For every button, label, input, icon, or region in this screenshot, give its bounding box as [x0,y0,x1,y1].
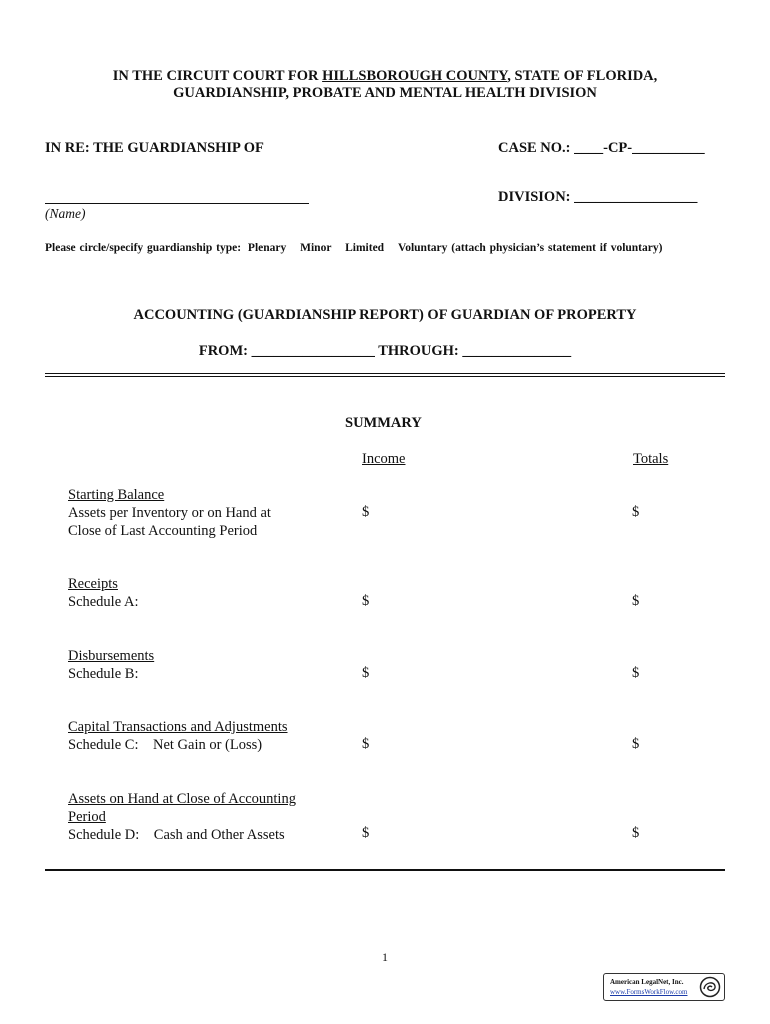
division-field[interactable]: DIVISION: _________________ [498,189,698,205]
row-heading: Assets on Hand at Close of Accounting Period [68,791,296,825]
row-line: Schedule B: [68,666,139,682]
capital-transactions-row [68,718,288,754]
receipts-row [68,575,138,611]
assets-on-hand-income-field[interactable]: $ [362,825,370,841]
guardianship-type-row [45,242,662,254]
court-header-line2: GUARDIANSHIP, PROBATE AND MENTAL HEALTH DIVISION [173,85,597,101]
row-line: Close of Last Accounting Period [68,523,258,539]
assets-on-hand-row [68,790,313,844]
income-column-header: Income [362,451,406,467]
option-plenary[interactable]: Plenary [247,242,287,254]
county-name: HILLSBOROUGH COUNTY [322,68,508,84]
court-header-line1: IN THE CIRCUIT COURT FOR HILLSBOROUGH COUNTY, STATE OF FLORIDA, [112,68,658,84]
accounting-period[interactable]: FROM: _________________ THROUGH: _______________ [198,343,572,359]
starting-balance-total-field[interactable]: $ [632,504,640,520]
row-line: Schedule D: Cash and Other Assets [68,827,285,843]
assets-on-hand-total-field[interactable]: $ [632,825,640,841]
ward-name-line[interactable] [45,203,309,204]
row-heading: Capital Transactions and Adjustments [68,719,288,735]
row-line: Schedule C: Net Gain or (Loss) [68,737,263,753]
guardianship-type-prompt: Please circle/specify guardianship type: [45,242,242,254]
disbursements-row [68,647,154,683]
publisher-logo [603,973,725,1001]
form-title: ACCOUNTING (GUARDIANSHIP REPORT) OF GUARDIAN OF PROPERTY [133,307,637,323]
divider-rule-top-2 [45,376,725,377]
row-line: Schedule A: [68,594,139,610]
row-heading: Starting Balance [68,487,165,503]
swirl-logo-icon [699,976,721,998]
option-limited[interactable]: Limited [345,242,385,254]
row-heading: Receipts [68,576,118,592]
ward-name-label: (Name) [45,206,86,221]
row-line: Assets per Inventory or on Hand at [68,505,271,521]
court-header [0,68,770,102]
divider-rule-top-1 [45,373,725,374]
capital-transactions-income-field[interactable]: $ [362,736,370,752]
page-number: 1 [382,950,388,964]
logo-website-link[interactable]: www.FormsWorkFlow.com [610,988,688,996]
capital-transactions-total-field[interactable]: $ [632,736,640,752]
receipts-total-field[interactable]: $ [632,593,640,609]
disbursements-total-field[interactable]: $ [632,665,640,681]
option-voluntary[interactable]: Voluntary (attach physician’s statement if voluntary) [397,242,663,254]
starting-balance-income-field[interactable]: $ [362,504,370,520]
case-number-field[interactable]: CASE NO.: ____-CP-__________ [498,140,705,156]
in-re-label: IN RE: THE GUARDIANSHIP OF [45,140,264,156]
totals-column-header: Totals [633,451,669,467]
starting-balance-row [68,486,271,540]
option-minor[interactable]: Minor [300,242,332,254]
divider-rule-bottom [45,869,725,871]
row-heading: Disbursements [68,648,155,664]
receipts-income-field[interactable]: $ [362,593,370,609]
logo-company-name: American LegalNet, Inc. [610,978,684,986]
disbursements-income-field[interactable]: $ [362,665,370,681]
summary-heading: SUMMARY [345,415,422,431]
